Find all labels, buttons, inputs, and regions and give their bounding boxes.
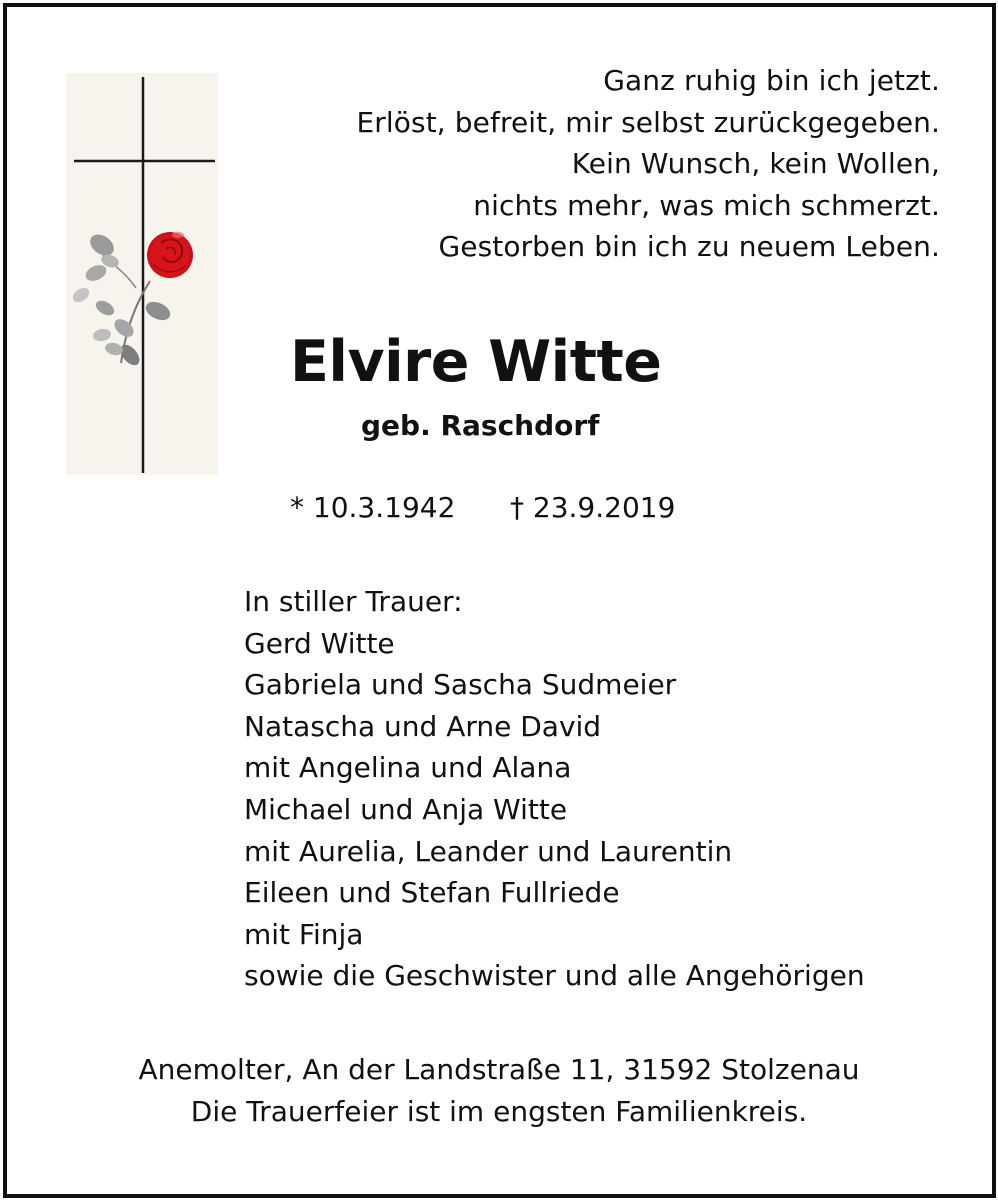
mourner-line: mit Finja xyxy=(244,917,364,951)
poem-line: nichts mehr, was mich schmerzt. xyxy=(473,188,940,222)
mourner-line: Gabriela und Sascha Sudmeier xyxy=(244,668,677,702)
deceased-name: Elvire Witte xyxy=(290,329,662,395)
maiden-name: geb. Raschdorf xyxy=(361,409,600,442)
mourner-line: Michael und Anja Witte xyxy=(244,792,568,826)
mourners-list xyxy=(244,581,865,997)
mourner-line: Natascha und Arne David xyxy=(244,709,602,743)
footer xyxy=(0,1049,998,1133)
mourner-line: Eileen und Stefan Fullriede xyxy=(244,876,620,910)
poem-line: Ganz ruhig bin ich jetzt. xyxy=(603,64,940,97)
death-date: † 23.9.2019 xyxy=(510,491,676,524)
mourner-line: mit Angelina und Alana xyxy=(244,751,572,785)
funeral-notice: Die Trauerfeier ist im engsten Familienkreis. xyxy=(190,1095,808,1128)
address: Anemolter, An der Landstraße 11, 31592 Stolzenau xyxy=(138,1053,860,1086)
birth-date: * 10.3.1942 xyxy=(290,491,456,524)
poem-line: Kein Wunsch, kein Wollen, xyxy=(571,147,940,180)
poem-line: Erlöst, befreit, mir selbst zurückgegeben. xyxy=(356,105,940,139)
mourner-line: Gerd Witte xyxy=(244,626,395,660)
mourners-heading: In stiller Trauer: xyxy=(244,585,463,618)
mourner-line: sowie die Geschwister und alle Angehörigen xyxy=(244,959,865,993)
cross-with-rose-icon xyxy=(66,73,218,475)
poem xyxy=(357,60,940,268)
poem-line: Gestorben bin ich zu neuem Leben. xyxy=(438,230,940,263)
mourner-line: mit Aurelia, Leander und Laurentin xyxy=(244,834,733,868)
